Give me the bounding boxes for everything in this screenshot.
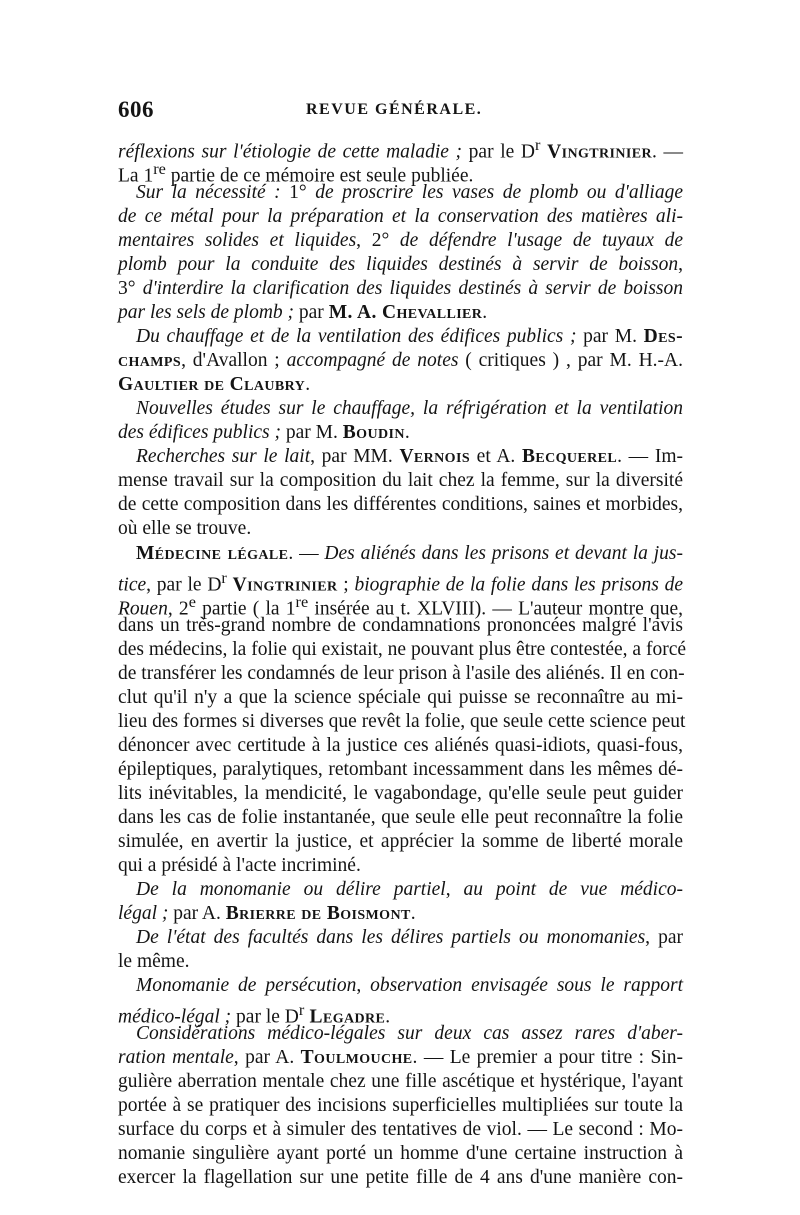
text-line-40: gulière aberration mentale chez une fille ascétique et hystérique, l'ayant (118, 1071, 683, 1092)
text-line-12: Nouvelles études sur le chauffage, la réfrigération et la ventilation (136, 398, 683, 419)
text-line-23: de transférer les condamnés de leur prison à l'asile des aliénés. Il en con- (118, 663, 685, 684)
text-line-22: des médecins, la folie qui existait, ne pouvant plus être contestée, a forcé (118, 639, 687, 660)
text-line-3: Sur la nécessité : 1° de proscrire les vases de plomb ou d'alliage (136, 182, 683, 203)
text-line-10: champs, d'Avallon ; accompagné de notes ( critiques ) , par M. H.-A. (118, 350, 683, 371)
text-line-13: des édifices publics ; par M. Boudin. (118, 422, 410, 443)
text-line-20: Rouen, 2e partie ( la 1re insérée au t. XLVIII). — L'auteur montre que, (118, 593, 683, 620)
text-line-34: De l'état des facultés dans les délires partiels ou monomanies, par (136, 927, 683, 948)
text-line-32: De la monomanie ou délire partiel, au point de vue médico- (136, 879, 684, 900)
text-line-2: La 1re partie de ce mémoire est seule publiée. (118, 160, 474, 187)
text-line-33: légal ; par A. Brierre de Boismont. (118, 903, 416, 924)
text-line-31: qui a présidé à l'acte incriminé. (118, 855, 361, 876)
text-line-17: où elle se trouve. (118, 518, 252, 539)
text-line-16: de cette composition dans les différentes conditions, saines et morbides, (118, 494, 683, 515)
text-line-6: plomb pour la conduite des liquides destinés à servir de boisson, (118, 254, 683, 275)
text-line-37: médico-légal ; par le $D^r$ Legadre. (118, 1001, 391, 1028)
page-number: 606 (118, 97, 154, 122)
text-line-9: Du chauffage et de la ventilation des édifices publics ; par M. Des- (136, 326, 683, 347)
text-line-26: dénoncer avec certitude à la justice ces aliénés quasi-idiots, quasi-fous, (118, 735, 683, 756)
text-line-15: mense travail sur la composition du lait chez la femme, sur la diversité (118, 470, 683, 491)
text-line-8: par les sels de plomb ; par M. A. Chevallier. (118, 302, 488, 323)
running-title: REVUE GÉNÉRALE. (306, 101, 483, 118)
text-line-4: de ce métal pour la préparation et la conservation des matières ali- (118, 206, 683, 227)
text-line-7: 3° d'interdire la clarification des liquides destinés à servir de boisson (118, 278, 683, 299)
page-header (118, 97, 683, 125)
text-line-39: ration mentale, par A. Toulmouche. — Le premier a pour titre : Sin- (118, 1047, 683, 1068)
text-line-30: simulée, en avertir la justice, et apprécier la somme de liberté morale (118, 831, 683, 852)
text-line-27: épileptiques, paralytiques, retombant incessamment dans les mêmes dé- (118, 759, 683, 780)
text-line-19: tice, par le $D^r$ Vingtrinier ; biographie de la folie dans les prisons de (118, 569, 683, 596)
text-line-28: lits inévitables, la mendicité, le vagabondage, qu'elle seule peut guider (118, 783, 683, 804)
text-line-41: portée à se pratiquer des incisions superficielles multipliées sur toute la (118, 1095, 683, 1116)
text-line-29: dans les cas de folie instantanée, que seule elle peut reconnaître la folie (118, 807, 683, 828)
text-line-11: Gaultier de Claubry. (118, 374, 311, 395)
text-line-21: dans un très-grand nombre de condamnations prononcées malgré l'avis (118, 615, 683, 636)
text-line-24: clut qu'il n'y a que la science spéciale qui puisse se reconnaître au mi- (118, 687, 683, 708)
text-line-38: Considérations médico-légales sur deux cas assez rares d'aber- (136, 1023, 683, 1044)
text-line-36: Monomanie de persécution, observation envisagée sous le rapport (136, 975, 683, 996)
text-line-14: Recherches sur le lait, par MM. Vernois et A. Becquerel. — Im- (136, 446, 683, 467)
text-line-25: lieu des formes si diverses que revêt la folie, que seule cette science peut (118, 711, 686, 732)
section-medecine-legale: Médecine légale. — Des aliénés dans les prisons et devant la jus- (136, 543, 683, 564)
text-line-42: surface du corps et à simuler des tentatives de viol. — Le second : Mo- (118, 1119, 683, 1140)
text-line-35: le même. (118, 951, 190, 972)
text-line-43: nomanie singulière ayant porté un homme d'une certaine instruction à (118, 1143, 683, 1164)
text-line-44: exercer la flagellation sur une petite fille de 4 ans d'une manière con- (118, 1167, 683, 1188)
text-line-1: réflexions sur l'étiologie de cette maladie ; par le $D^r$ Vingtrinier. — (118, 136, 683, 163)
text-line-5: mentaires solides et liquides, 2° de défendre l'usage de tuyaux de (118, 230, 683, 251)
